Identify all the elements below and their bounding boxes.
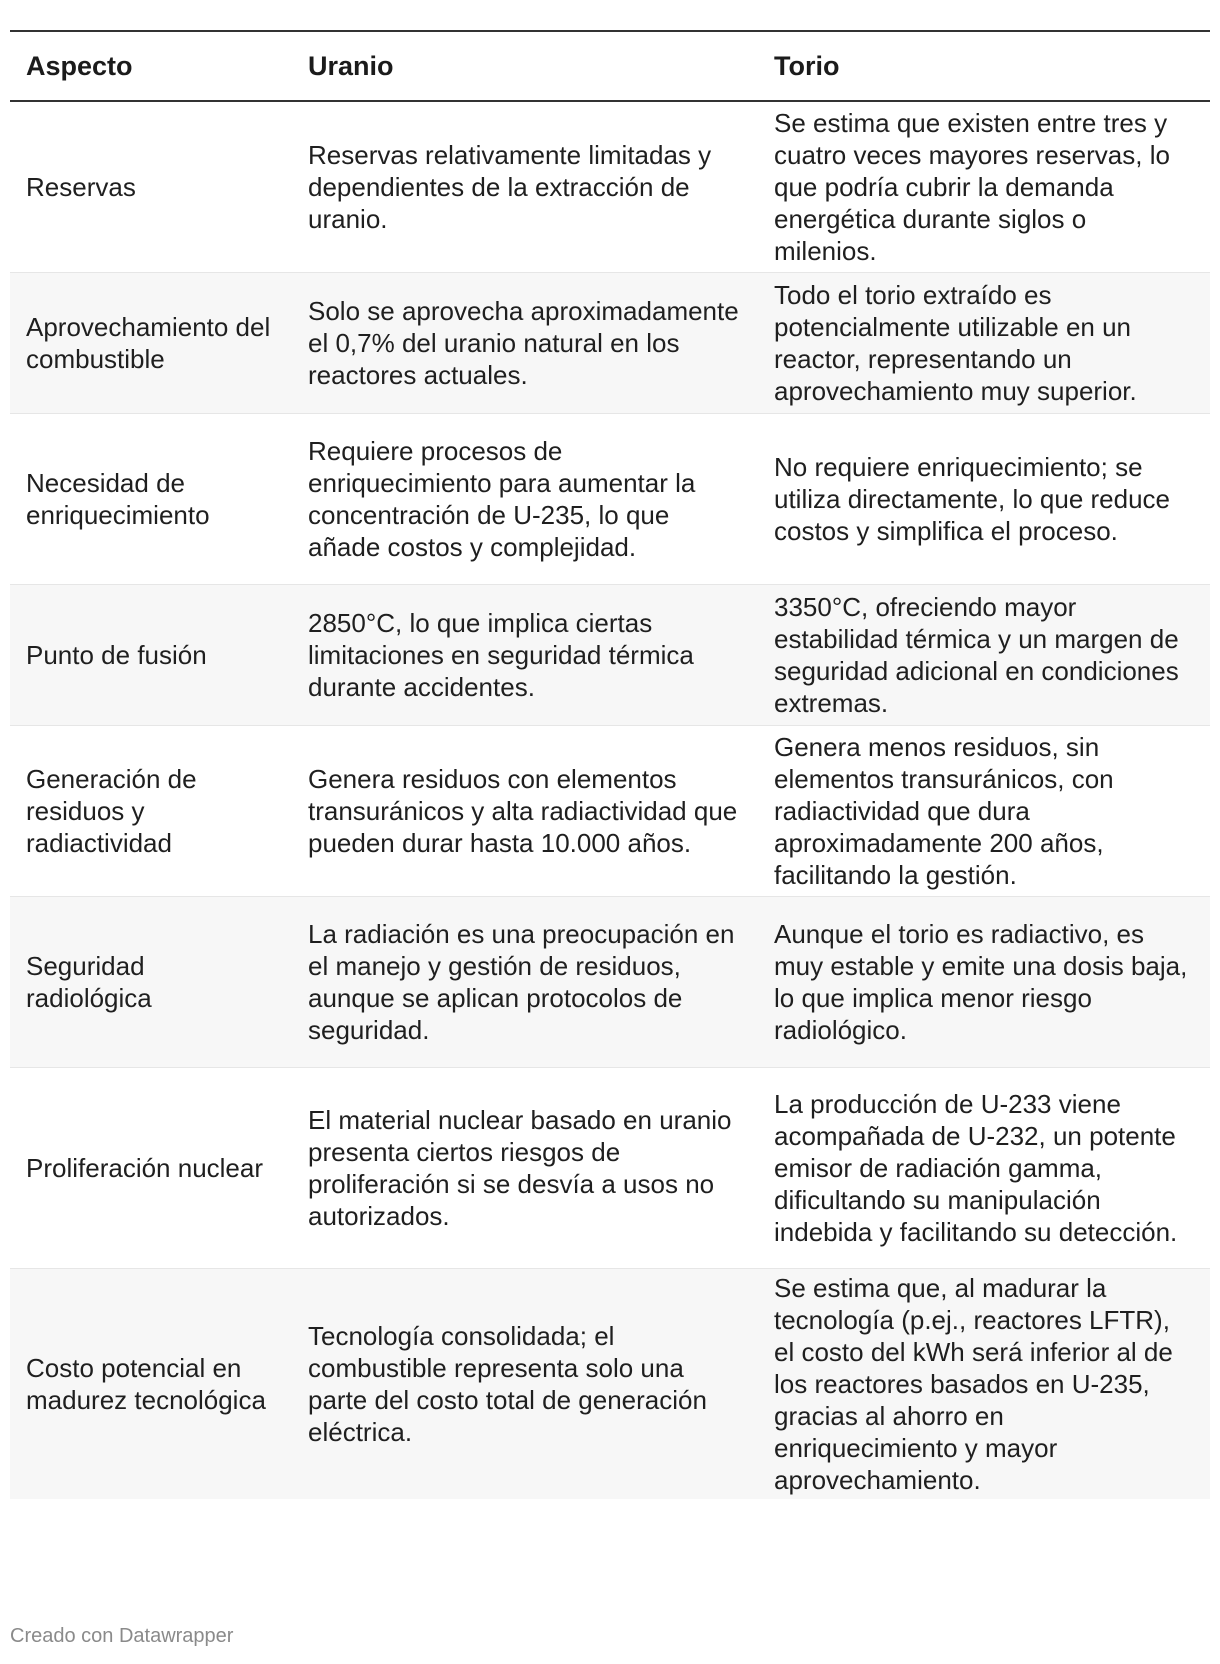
cell-uranio: Requiere procesos de enriquecimiento para aumentar la concentración de U-235, lo que añade costos y complejidad. bbox=[292, 413, 758, 584]
table-row bbox=[10, 725, 1210, 896]
cell-torio: Se estima que, al madurar la tecnología (p.ej., reactores LFTR), el costo del kWh será inferior al de los reactores basados en U-235, gracias al ahorro en enriquecimiento y mayor aprovechamiento. bbox=[758, 1268, 1210, 1499]
table-row bbox=[10, 896, 1210, 1067]
cell-uranio: Tecnología consolidada; el combustible representa solo una parte del costo total de generación eléctrica. bbox=[292, 1268, 758, 1499]
cell-uranio: 2850°C, lo que implica ciertas limitaciones en seguridad térmica durante accidentes. bbox=[292, 584, 758, 725]
cell-aspecto: Generación de residuos y radiactividad bbox=[10, 725, 292, 896]
comparison-table bbox=[10, 30, 1210, 1499]
table-header-row bbox=[10, 31, 1210, 101]
table-row bbox=[10, 584, 1210, 725]
cell-torio: Aunque el torio es radiactivo, es muy estable y emite una dosis baja, lo que implica menor riesgo radiológico. bbox=[758, 896, 1210, 1067]
cell-uranio: El material nuclear basado en uranio presenta ciertos riesgos de proliferación si se desvía a usos no autorizados. bbox=[292, 1067, 758, 1268]
table-row bbox=[10, 1268, 1210, 1499]
cell-torio: No requiere enriquecimiento; se utiliza directamente, lo que reduce costos y simplifica el proceso. bbox=[758, 413, 1210, 584]
cell-torio: La producción de U-233 viene acompañada de U-232, un potente emisor de radiación gamma, dificultando su manipulación indebida y facilitando su detección. bbox=[758, 1067, 1210, 1268]
cell-uranio: Reservas relativamente limitadas y dependientes de la extracción de uranio. bbox=[292, 101, 758, 272]
table-row bbox=[10, 1067, 1210, 1268]
cell-uranio: La radiación es una preocupación en el manejo y gestión de residuos, aunque se aplican protocolos de seguridad. bbox=[292, 896, 758, 1067]
header-uranio: Uranio bbox=[292, 31, 758, 101]
cell-torio: Genera menos residuos, sin elementos transuránicos, con radiactividad que dura aproximadamente 200 años, facilitando la gestión. bbox=[758, 725, 1210, 896]
cell-aspecto: Necesidad de enriquecimiento bbox=[10, 413, 292, 584]
header-torio: Torio bbox=[758, 31, 1210, 101]
cell-uranio: Solo se aprovecha aproximadamente el 0,7% del uranio natural en los reactores actuales. bbox=[292, 272, 758, 413]
table-row bbox=[10, 413, 1210, 584]
cell-torio: 3350°C, ofreciendo mayor estabilidad térmica y un margen de seguridad adicional en condiciones extremas. bbox=[758, 584, 1210, 725]
cell-uranio: Genera residuos con elementos transuránicos y alta radiactividad que pueden durar hasta 10.000 años. bbox=[292, 725, 758, 896]
datawrapper-credit: Creado con Datawrapper bbox=[10, 1625, 234, 1647]
comparison-table-container bbox=[10, 30, 1210, 1499]
cell-aspecto: Aprovechamiento del combustible bbox=[10, 272, 292, 413]
cell-aspecto: Reservas bbox=[10, 101, 292, 272]
table-row bbox=[10, 272, 1210, 413]
cell-aspecto: Punto de fusión bbox=[10, 584, 292, 725]
cell-torio: Todo el torio extraído es potencialmente utilizable en un reactor, representando un aprovechamiento muy superior. bbox=[758, 272, 1210, 413]
header-aspecto: Aspecto bbox=[10, 31, 292, 101]
cell-aspecto: Proliferación nuclear bbox=[10, 1067, 292, 1268]
cell-aspecto: Seguridad radiológica bbox=[10, 896, 292, 1067]
cell-aspecto: Costo potencial en madurez tecnológica bbox=[10, 1268, 292, 1499]
table-row bbox=[10, 101, 1210, 272]
cell-torio: Se estima que existen entre tres y cuatro veces mayores reservas, lo que podría cubrir la demanda energética durante siglos o milenios. bbox=[758, 101, 1210, 272]
